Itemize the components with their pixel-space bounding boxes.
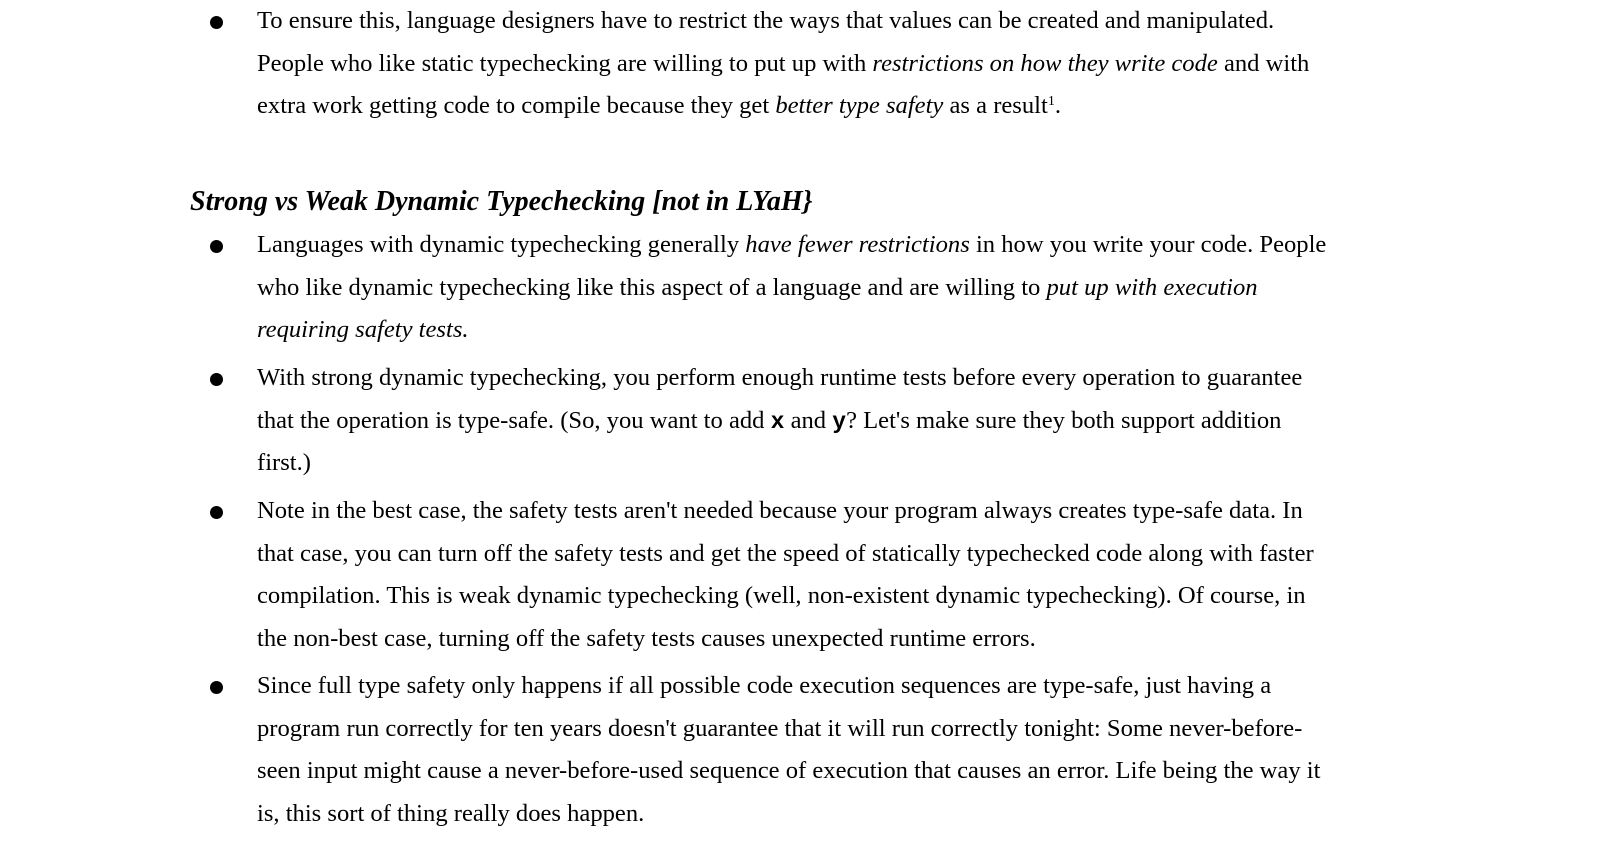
text-line — [257, 357, 1457, 400]
bullet-paragraph — [257, 357, 1457, 485]
bullet-paragraph — [257, 490, 1457, 661]
code-y: y — [832, 408, 847, 435]
text-run: that case, you can turn off the safety tests and get the speed of statically typechecked code along with faster — [257, 539, 1314, 567]
text-line — [257, 442, 1457, 485]
text-run: and with — [1217, 49, 1310, 77]
text-run: that the operation is type-safe. (So, you want to add — [257, 406, 771, 434]
code-x: x — [770, 408, 785, 435]
text-line — [257, 0, 1457, 43]
text-run: who like dynamic typechecking like this aspect of a language and are willing to — [257, 273, 1047, 301]
bullet-paragraph — [257, 665, 1457, 836]
text-line — [257, 267, 1457, 310]
text-line — [257, 533, 1457, 576]
bullet-paragraph — [257, 224, 1457, 352]
text-line — [257, 400, 1457, 443]
bullet-dot — [210, 16, 223, 29]
text-run: Languages with dynamic typechecking generally — [257, 231, 746, 258]
text-run: seen input might cause a never-before-used sequence of execution that causes an error. Life being the way it — [257, 757, 1321, 785]
italic-run: requiring safety tests — [257, 316, 463, 344]
text-line — [257, 750, 1457, 793]
text-run: ? Let's make sure they both support addition — [846, 406, 1282, 434]
text-run: Note in the best case, the safety tests aren't needed because your program always creates type-safe data. In — [257, 497, 1303, 524]
text-line — [257, 793, 1457, 836]
text-line — [257, 575, 1457, 618]
text-run: People who like static typechecking are willing to put up with — [257, 49, 873, 77]
footnote-marker: 1 — [1047, 94, 1055, 110]
text-line — [257, 85, 1457, 128]
text-run: . — [1054, 92, 1061, 120]
bullet-dot — [210, 373, 223, 386]
text-run: in how you write your code. People — [969, 231, 1327, 258]
text-run: Since full type safety only happens if all possible code execution sequences are type-safe, just having a — [257, 672, 1272, 699]
bullet-dot — [210, 681, 223, 694]
text-run: first.) — [257, 449, 311, 477]
text-line — [257, 708, 1457, 751]
italic-run: have fewer restrictions — [745, 231, 970, 258]
text-line — [257, 224, 1457, 267]
text-run: program run correctly for ten years doesn't guarantee that it will run correctly tonight: Some never-before- — [257, 714, 1303, 742]
italic-run: restrictions on how they write code — [872, 49, 1218, 77]
text-run: . — [462, 316, 469, 344]
bullet-paragraph — [257, 0, 1457, 128]
text-line — [257, 43, 1457, 86]
bullet-dot — [210, 240, 223, 253]
text-run: extra work getting code to compile because they get — [257, 92, 776, 120]
text-line — [257, 490, 1457, 533]
text-run: compilation. This is weak dynamic typechecking (well, non-existent dynamic typechecking). Of course, in — [257, 582, 1306, 610]
text-run: is, this sort of thing really does happen. — [257, 800, 645, 828]
text-line — [257, 618, 1457, 661]
text-line — [257, 309, 1457, 352]
text-run: To ensure this, language designers have to restrict the ways that values can be created and manipulated. — [257, 7, 1275, 34]
text-run: the non-best case, turning off the safety tests causes unexpected runtime errors. — [257, 625, 1036, 653]
text-run: as a result — [943, 92, 1048, 120]
text-run: With strong dynamic typechecking, you perform enough runtime tests before every operation to guarantee — [257, 364, 1303, 391]
section-heading: Strong vs Weak Dynamic Typechecking [not in LYaH} — [190, 186, 813, 217]
bullet-dot — [210, 506, 223, 519]
italic-run: better type safety — [775, 92, 944, 120]
text-line — [257, 665, 1457, 708]
text-run: and — [784, 406, 833, 434]
italic-run: put up with execution — [1046, 273, 1258, 301]
